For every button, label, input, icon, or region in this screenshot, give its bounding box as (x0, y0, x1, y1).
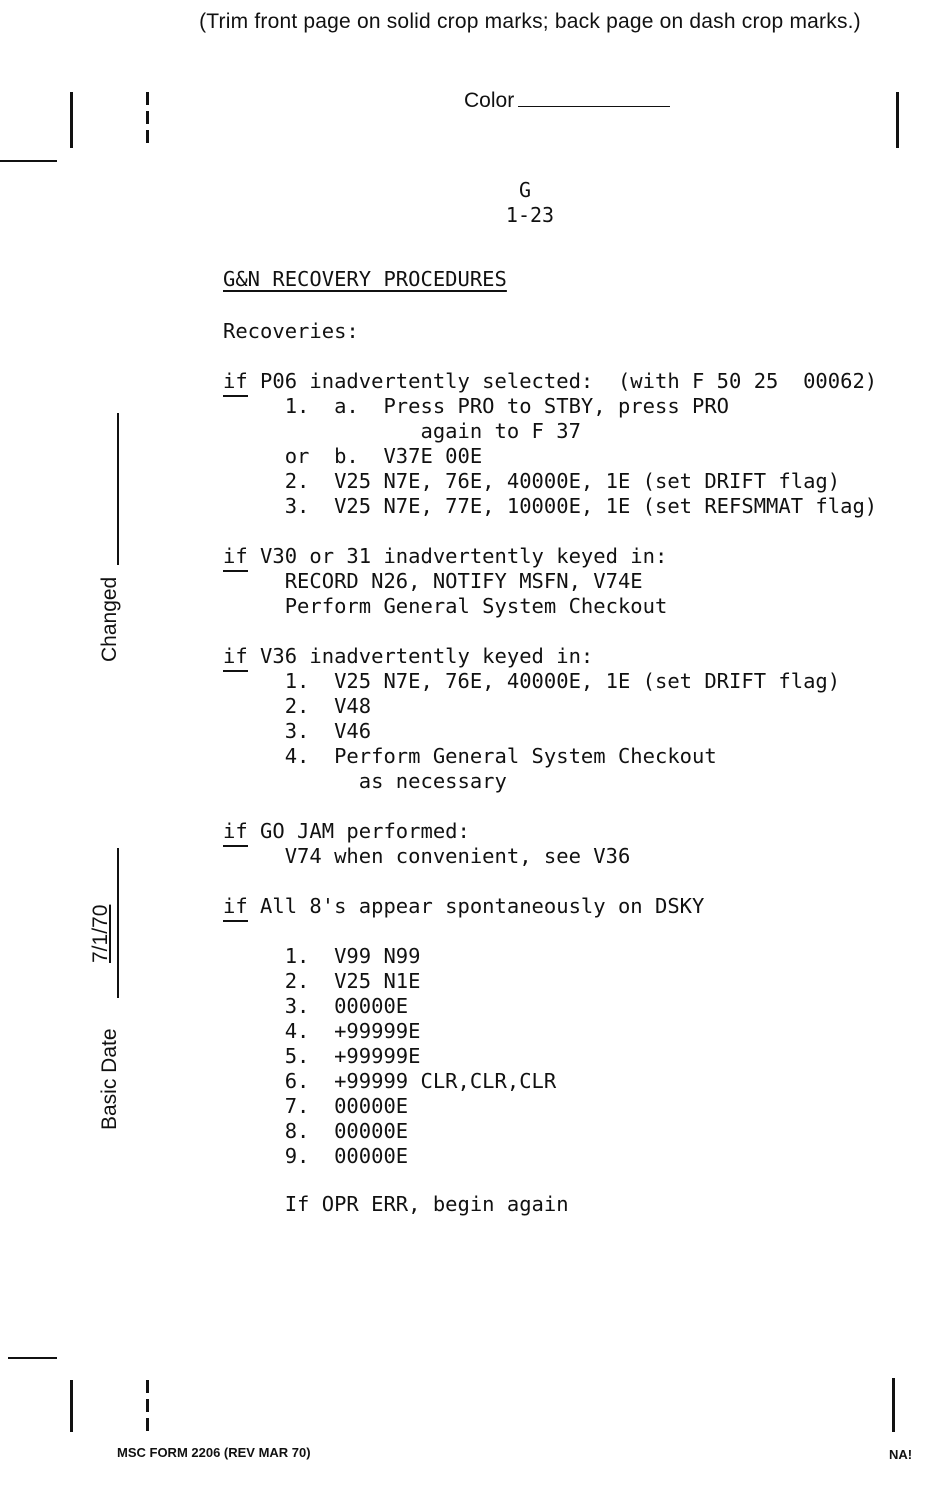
page-number: 1-23 (505, 203, 555, 227)
color-field (464, 89, 670, 113)
basic-date-value: 7/1/70 (89, 904, 112, 963)
color-label: Color (464, 89, 515, 112)
procedure-line: 1. a. Press PRO to STBY, press PRO (223, 394, 730, 418)
procedure-line: as necessary (223, 769, 507, 793)
procedure-line: if P06 inadvertently selected: (with F 50 25 00062) (223, 369, 878, 393)
procedure-line: 8. 00000E (223, 1119, 409, 1143)
procedure-title: G&N RECOVERY PROCEDURES (223, 267, 507, 291)
procedure-line: 6. +99999 CLR,CLR,CLR (223, 1069, 557, 1093)
if-keyword: if (223, 544, 248, 568)
crop-mark-bottom-left-horizontal (8, 1357, 57, 1359)
procedure-line: 1. V25 N7E, 76E, 40000E, 1E (set DRIFT flag) (223, 669, 841, 693)
crop-mark-bottom-left-vertical (70, 1380, 73, 1432)
if-keyword: if (223, 819, 248, 843)
procedure-line: 2. V25 N7E, 76E, 40000E, 1E (set DRIFT flag) (223, 469, 841, 493)
basic-date-label: Basic Date (98, 1028, 121, 1130)
recoveries-heading: Recoveries: (223, 319, 359, 343)
procedure-line: 1. V99 N99 (223, 944, 421, 968)
crop-mark-top-right-vertical (896, 92, 899, 148)
procedure-line: if GO JAM performed: (223, 819, 470, 843)
changed-rule (117, 413, 119, 565)
if-keyword: if (223, 644, 248, 668)
crop-mark-bottom-right-vertical (892, 1378, 895, 1432)
procedure-line: 2. V25 N1E (223, 969, 421, 993)
procedure-line: again to F 37 (223, 419, 581, 443)
crop-mark-top-left-horizontal (0, 160, 57, 162)
if-keyword: if (223, 894, 248, 918)
trim-instructions: (Trim front page on solid crop marks; back page on dash crop marks.) (199, 10, 861, 33)
form-identifier: MSC FORM 2206 (REV MAR 70) (117, 1445, 311, 1460)
procedure-line: 7. 00000E (223, 1094, 409, 1118)
procedure-line: 5. +99999E (223, 1044, 421, 1068)
procedure-line: 3. V25 N7E, 77E, 10000E, 1E (set REFSMMAT flag) (223, 494, 878, 518)
procedure-line: V74 when convenient, see V36 (223, 844, 631, 868)
dash-crop-mark-bottom-left (146, 1380, 149, 1437)
changed-label: Changed (98, 576, 121, 662)
procedure-body (223, 267, 878, 1217)
procedure-line: if All 8's appear spontaneously on DSKY (223, 894, 705, 918)
procedure-line: 9. 00000E (223, 1144, 409, 1168)
procedure-line: or b. V37E 00E (223, 444, 483, 468)
procedure-line: 4. +99999E (223, 1019, 421, 1043)
color-blank-line (518, 92, 670, 107)
procedure-line: RECORD N26, NOTIFY MSFN, V74E (223, 569, 643, 593)
dash-crop-mark-top-left (146, 92, 149, 149)
procedure-line: If OPR ERR, begin again (223, 1192, 569, 1216)
corner-text: NA! (889, 1447, 913, 1462)
procedure-line: if V36 inadvertently keyed in: (223, 644, 594, 668)
basic-date-rule (117, 848, 119, 998)
procedure-line: Perform General System Checkout (223, 594, 668, 618)
section-letter: G (518, 178, 532, 202)
procedure-line: 3. V46 (223, 719, 372, 743)
procedure-line: 3. 00000E (223, 994, 409, 1018)
procedure-line: if V30 or 31 inadvertently keyed in: (223, 544, 668, 568)
procedure-line: 2. V48 (223, 694, 372, 718)
procedure-line: 4. Perform General System Checkout (223, 744, 717, 768)
if-keyword: if (223, 369, 248, 393)
crop-mark-top-left-vertical (70, 92, 73, 148)
